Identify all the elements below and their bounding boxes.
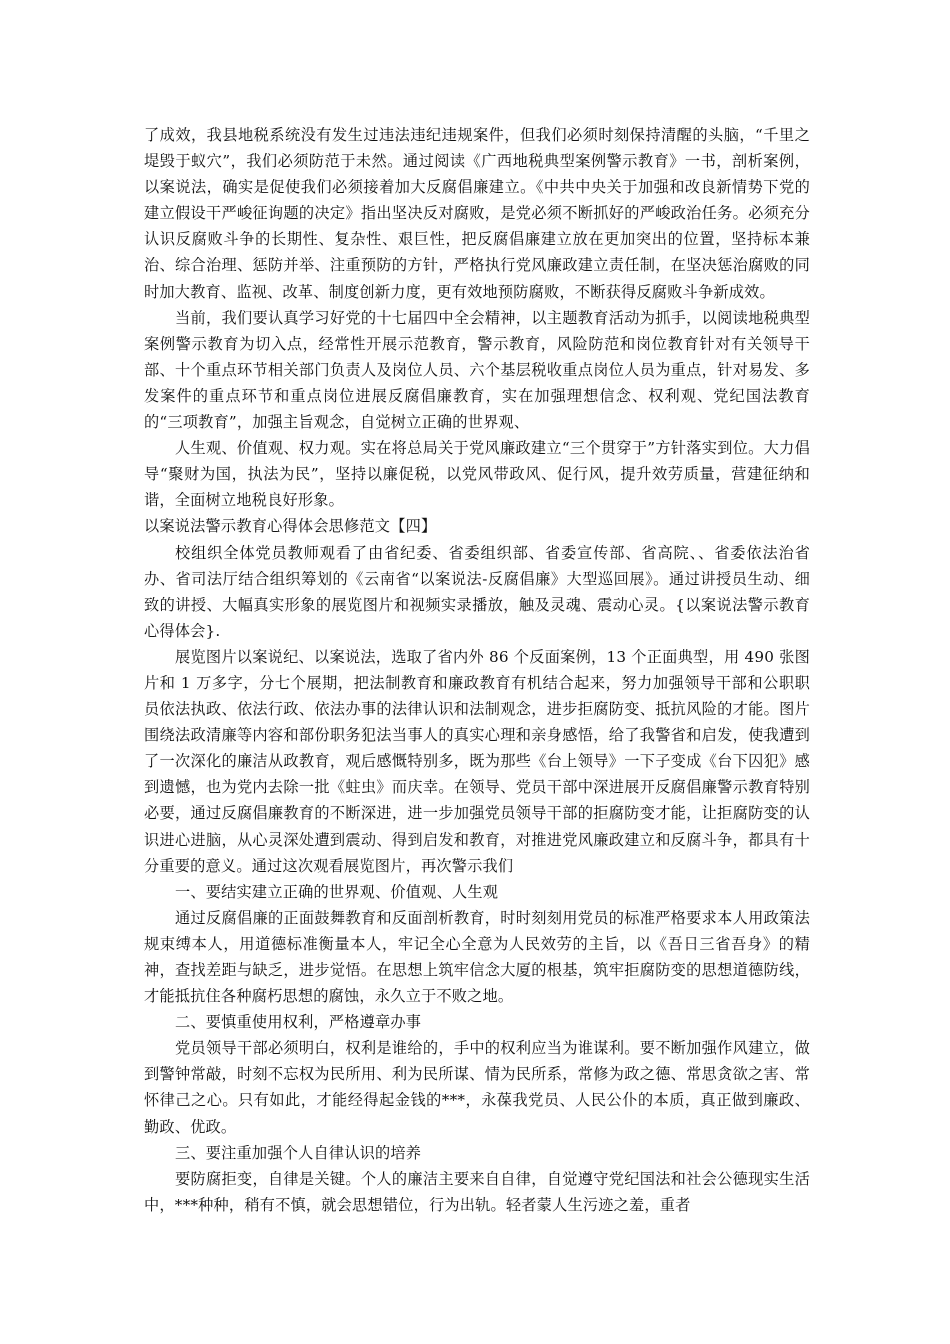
subheading-1: 一、要结实建立正确的世界观、价值观、人生观	[175, 882, 499, 901]
paragraph-5: 展览图片以案说纪、以案说法，选取了省内外 86 个反面案例，13 个正面典型，用 490 张图片和 1 万多字，分七个展期，把法制教育和廉政教育有机结合起来，努力加强领导干部和公职职员依法执政、依法行政、依法办事的法律认识和法制观念，进步拒腐防变、抵抗风险的才能。图片围绕法政清廉等内容和部份职务犯法当事人的真实心理和亲身感悟，给了我警省和启发，使我遭到了一次深化的廉洁从政教育，观后感慨特别多，既为那些《台上领导》一下子变成《台下囚犯》感到遗憾，也为党内去除一批《蛀虫》而庆幸。在领导、党员干部中深进展开反腐倡廉警示教育特别必要，通过反腐倡廉教育的不断深进，进一步加强党员领导干部的拒腐防变才能，让拒腐防变的认识进心进脑，从心灵深处遭到震动、得到启发和教育，对推进党风廉政建立和反腐斗争，都具有十分重要的意义。通过这次观看展览图片，再次警示我们	[144, 647, 810, 875]
paragraph-8: 要防腐拒变，自律是关键。个人的廉洁主要来自自律，自觉遵守党纪国法和社会公德现实生活中，***种种，稍有不慎，就会思想错位，行为出轨。轻者蒙人生污迹之羞，重者	[144, 1169, 810, 1214]
paragraph-2: 当前，我们要认真学习好党的十七届四中全会精神，以主题教育活动为抓手，以阅读地税典型案例警示教育为切入点，经常性开展示范教育，警示教育，风险防范和岗位教育针对有关领导干部、十个重点环节相关部门负责人及岗位人员、六个基层税收重点岗位人员为重点，针对易发、多发案件的重点环节和重点岗位进展反腐倡廉教育，实在加强理想信念、权利观、党纪国法教育的“三项教育”，加强主旨观念，自觉树立正确的世界观、	[144, 308, 810, 432]
subheading-3: 三、要注重加强个人自律认识的培养	[175, 1143, 422, 1162]
subheading-2: 二、要慎重使用权利，严格遵章办事	[175, 1013, 422, 1032]
document-page	[144, 122, 810, 1218]
section-heading: 以案说法警示教育心得体会思修范文【四】	[144, 517, 437, 536]
paragraph-4: 校组织全体党员教师观看了由省纪委、省委组织部、省委宣传部、省高院、、省委依法治省办、省司法厅结合组织筹划的《云南省“以案说法-反腐倡廉》大型巡回展》。通过讲授员生动、细致的讲授、大幅真实形象的展览图片和视频实录播放，触及灵魂、震动心灵。{以案说法警示教育心得体会}.	[144, 543, 810, 640]
paragraph-3: 人生观、价值观、权力观。实在将总局关于党风廉政建立“三个贯穿于”方针落实到位。大力倡导“聚财为国，执法为民”，坚持以廉促税，以党风带政风、促行风，提升效劳质量，营建征纳和谐，全面树立地税良好形象。	[144, 439, 810, 510]
paragraph-6: 通过反腐倡廉的正面鼓舞教育和反面剖析教育，时时刻刻用党员的标准严格要求本人用政策法规束缚本人，用道德标准衡量本人，牢记全心全意为人民效劳的主旨，以《吾日三省吾身》的精神，查找差距与缺乏，进步觉悟。在思想上筑牢信念大厦的根基，筑牢拒腐防变的思想道德防线，才能抵抗住各种腐朽思想的腐蚀，永久立于不败之地。	[144, 908, 810, 1006]
paragraph-7: 党员领导干部必须明白，权利是谁给的，手中的权利应当为谁谋利。要不断加强作风建立，做到警钟常敲，时刻不忘权为民所用、利为民所谋、情为民所系，常修为政之德、常思贪欲之害、常怀律己之心。只有如此，才能经得起金钱的***，永葆我党员、人民公仆的本质，真正做到廉政、勤政、优政。	[144, 1039, 810, 1136]
paragraph-1: 了成效，我县地税系统没有发生过违法违纪违规案件，但我们必须时刻保持清醒的头脑，“千里之堤毁于蚁穴”，我们必须防范于未然。通过阅读《广西地税典型案例警示教育》一书，剖析案例，以案说法，确实是促使我们必须接着加大反腐倡廉建立。《中共中央关于加强和改良新情势下党的建立假设干严峻征询题的决定》指出坚决反对腐败，是党必须不断抓好的严峻政治任务。必须充分认识反腐败斗争的长期性、复杂性、艰巨性，把反腐倡廉建立放在更加突出的位置，坚持标本兼治、综合治理、惩防并举、注重预防的方针，严格执行党风廉政建立责任制，在坚决惩治腐败的同时加大教育、监视、改革、制度创新力度，更有效地预防腐败，不断获得反腐败斗争新成效。	[144, 126, 810, 301]
